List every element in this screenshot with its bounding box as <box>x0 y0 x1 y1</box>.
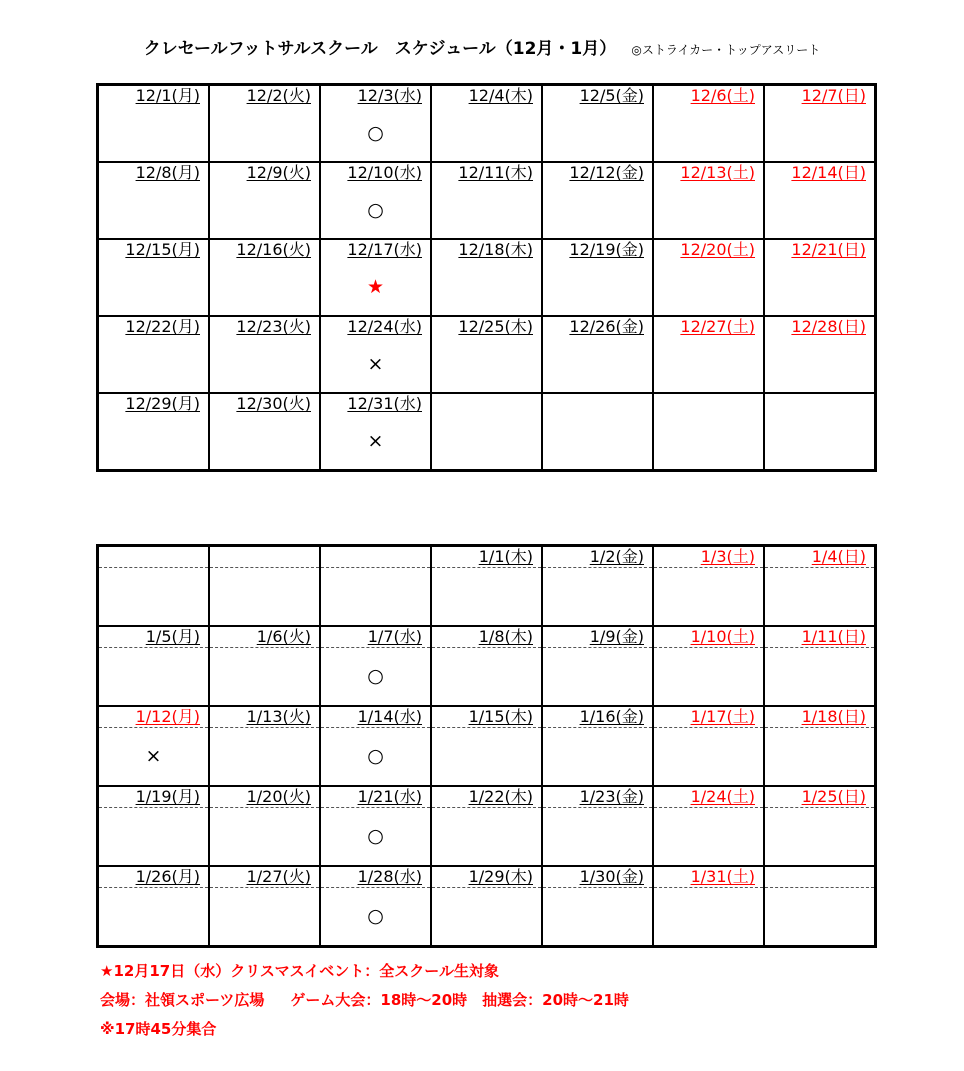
schedule-cell <box>209 106 320 162</box>
schedule-cell <box>209 568 320 627</box>
schedule-cell <box>98 414 210 471</box>
schedule-cell <box>764 648 876 707</box>
date-cell: 1/24(土) <box>653 786 764 808</box>
mark-row <box>98 337 876 393</box>
date-row <box>98 866 876 888</box>
schedule-cell <box>431 260 542 316</box>
schedule-cell <box>542 337 653 393</box>
date-cell: 1/5(月) <box>98 626 210 648</box>
date-cell <box>320 546 431 568</box>
date-cell: 1/1(木) <box>431 546 542 568</box>
date-cell: 12/17(水) <box>320 239 431 260</box>
schedule-cell <box>542 414 653 471</box>
practice-mark: ○ <box>320 183 431 239</box>
practice-mark: ○ <box>320 648 431 707</box>
schedule-cell <box>653 808 764 867</box>
schedule-cell <box>764 106 876 162</box>
date-row <box>98 706 876 728</box>
schedule-cell <box>431 414 542 471</box>
date-cell: 1/25(日) <box>764 786 876 808</box>
date-cell: 1/18(日) <box>764 706 876 728</box>
practice-mark: ○ <box>320 888 431 947</box>
date-cell: 1/26(月) <box>98 866 210 888</box>
schedule-cell <box>431 337 542 393</box>
date-cell: 1/16(金) <box>542 706 653 728</box>
date-cell: 1/9(金) <box>542 626 653 648</box>
date-cell <box>431 393 542 414</box>
mark-row <box>98 260 876 316</box>
date-cell: 12/4(木) <box>431 85 542 107</box>
schedule-cell <box>209 808 320 867</box>
mark-row <box>98 414 876 471</box>
schedule-cell <box>653 260 764 316</box>
date-cell: 12/25(木) <box>431 316 542 337</box>
schedule-cell <box>764 568 876 627</box>
schedule-cell <box>98 260 210 316</box>
schedule-cell <box>653 183 764 239</box>
schedule-cell <box>764 183 876 239</box>
date-cell: 12/16(火) <box>209 239 320 260</box>
date-cell: 12/29(月) <box>98 393 210 414</box>
mark-row <box>98 728 876 787</box>
schedule-cell <box>98 648 210 707</box>
date-cell: 1/11(日) <box>764 626 876 648</box>
schedule-cell <box>431 568 542 627</box>
date-cell <box>98 546 210 568</box>
schedule-cell <box>542 183 653 239</box>
date-cell: 12/5(金) <box>542 85 653 107</box>
schedule-cell <box>542 648 653 707</box>
date-cell: 1/12(月) <box>98 706 210 728</box>
schedule-cell <box>98 888 210 947</box>
date-cell: 12/24(水) <box>320 316 431 337</box>
schedule-cell <box>209 888 320 947</box>
date-cell: 12/12(金) <box>542 162 653 183</box>
schedule-cell <box>653 337 764 393</box>
schedule-cell <box>98 337 210 393</box>
schedule-cell <box>764 337 876 393</box>
date-cell: 1/7(水) <box>320 626 431 648</box>
date-cell: 1/29(木) <box>431 866 542 888</box>
cancel-mark: × <box>320 414 431 471</box>
january-calendar <box>96 544 877 948</box>
schedule-cell <box>98 568 210 627</box>
date-cell: 1/30(金) <box>542 866 653 888</box>
date-cell: 1/4(日) <box>764 546 876 568</box>
date-cell: 12/11(木) <box>431 162 542 183</box>
date-cell <box>653 393 764 414</box>
practice-mark: ○ <box>320 808 431 867</box>
date-cell: 1/22(木) <box>431 786 542 808</box>
date-cell: 1/27(火) <box>209 866 320 888</box>
date-cell: 1/6(火) <box>209 626 320 648</box>
page-header <box>0 34 964 59</box>
schedule-cell <box>542 568 653 627</box>
schedule-cell <box>542 260 653 316</box>
schedule-cell <box>209 260 320 316</box>
schedule-cell <box>764 808 876 867</box>
date-row <box>98 393 876 414</box>
mark-row <box>98 648 876 707</box>
schedule-cell <box>98 808 210 867</box>
event-notes <box>100 957 629 1044</box>
cancel-mark: × <box>98 728 210 787</box>
date-cell: 12/31(水) <box>320 393 431 414</box>
date-cell: 12/8(月) <box>98 162 210 183</box>
schedule-cell <box>653 648 764 707</box>
mark-row <box>98 183 876 239</box>
schedule-cell <box>431 106 542 162</box>
date-cell: 1/31(土) <box>653 866 764 888</box>
december-calendar <box>96 83 877 472</box>
date-cell: 1/17(土) <box>653 706 764 728</box>
date-cell: 12/2(火) <box>209 85 320 107</box>
schedule-cell <box>431 648 542 707</box>
schedule-cell <box>653 888 764 947</box>
date-cell: 12/6(土) <box>653 85 764 107</box>
schedule-cell <box>320 568 431 627</box>
date-cell: 12/28(日) <box>764 316 876 337</box>
date-row <box>98 316 876 337</box>
date-row <box>98 626 876 648</box>
schedule-cell <box>653 568 764 627</box>
schedule-cell <box>209 728 320 787</box>
schedule-cell <box>431 888 542 947</box>
schedule-cell <box>431 728 542 787</box>
schedule-cell <box>542 106 653 162</box>
page-title: クレセールフットサルスクール スケジュール（12月・1月） <box>143 39 617 59</box>
event-note-details <box>100 986 629 1015</box>
date-cell: 1/21(水) <box>320 786 431 808</box>
date-cell: 12/10(水) <box>320 162 431 183</box>
schedule-cell <box>431 183 542 239</box>
schedule-cell <box>209 414 320 471</box>
event-star-mark: ★ <box>320 260 431 316</box>
schedule-cell <box>98 106 210 162</box>
page-subtitle: ◎ストライカー・トップアスリート <box>631 43 821 57</box>
event-note-title: ★12月17日（水）クリスマスイベント：全スクール生対象 <box>100 962 499 980</box>
date-cell: 1/3(土) <box>653 546 764 568</box>
date-cell: 1/8(木) <box>431 626 542 648</box>
date-cell: 1/19(月) <box>98 786 210 808</box>
event-note-meeting: ※17時45分集合 <box>100 1020 217 1038</box>
date-cell: 1/14(水) <box>320 706 431 728</box>
date-cell <box>764 393 876 414</box>
date-cell: 12/19(金) <box>542 239 653 260</box>
date-cell: 12/7(日) <box>764 85 876 107</box>
date-row <box>98 85 876 107</box>
schedule-cell <box>542 808 653 867</box>
date-cell: 1/2(金) <box>542 546 653 568</box>
date-cell <box>764 866 876 888</box>
schedule-cell <box>98 183 210 239</box>
date-cell: 12/1(月) <box>98 85 210 107</box>
date-cell: 12/30(火) <box>209 393 320 414</box>
cancel-mark: × <box>320 337 431 393</box>
date-cell: 1/20(火) <box>209 786 320 808</box>
schedule-cell <box>764 888 876 947</box>
mark-row <box>98 106 876 162</box>
date-cell: 12/13(土) <box>653 162 764 183</box>
date-cell: 12/3(水) <box>320 85 431 107</box>
date-cell: 12/18(木) <box>431 239 542 260</box>
mark-row <box>98 568 876 627</box>
event-venue: 会場：社領スポーツ広場 <box>100 991 265 1009</box>
date-cell: 12/14(日) <box>764 162 876 183</box>
schedule-cell <box>542 888 653 947</box>
date-cell: 1/13(火) <box>209 706 320 728</box>
event-times: ゲーム大会：18時～20時 抽選会：20時～21時 <box>290 991 629 1009</box>
schedule-cell <box>209 648 320 707</box>
date-cell <box>209 546 320 568</box>
date-cell: 1/10(土) <box>653 626 764 648</box>
date-row <box>98 546 876 568</box>
date-cell: 12/22(月) <box>98 316 210 337</box>
schedule-cell <box>209 183 320 239</box>
date-cell <box>542 393 653 414</box>
schedule-cell <box>209 337 320 393</box>
date-cell: 1/23(金) <box>542 786 653 808</box>
date-cell: 12/26(金) <box>542 316 653 337</box>
schedule-cell <box>764 728 876 787</box>
date-cell: 12/27(土) <box>653 316 764 337</box>
schedule-cell <box>653 414 764 471</box>
schedule-cell <box>764 414 876 471</box>
mark-row <box>98 888 876 947</box>
date-cell: 1/15(木) <box>431 706 542 728</box>
practice-mark: ○ <box>320 106 431 162</box>
schedule-cell <box>764 260 876 316</box>
date-cell: 1/28(水) <box>320 866 431 888</box>
practice-mark: ○ <box>320 728 431 787</box>
schedule-cell <box>431 808 542 867</box>
date-cell: 12/20(土) <box>653 239 764 260</box>
date-cell: 12/15(月) <box>98 239 210 260</box>
schedule-cell <box>653 106 764 162</box>
date-cell: 12/23(火) <box>209 316 320 337</box>
date-row <box>98 162 876 183</box>
schedule-cell <box>542 728 653 787</box>
date-cell: 12/21(日) <box>764 239 876 260</box>
schedule-cell <box>653 728 764 787</box>
date-row <box>98 239 876 260</box>
date-cell: 12/9(火) <box>209 162 320 183</box>
date-row <box>98 786 876 808</box>
mark-row <box>98 808 876 867</box>
